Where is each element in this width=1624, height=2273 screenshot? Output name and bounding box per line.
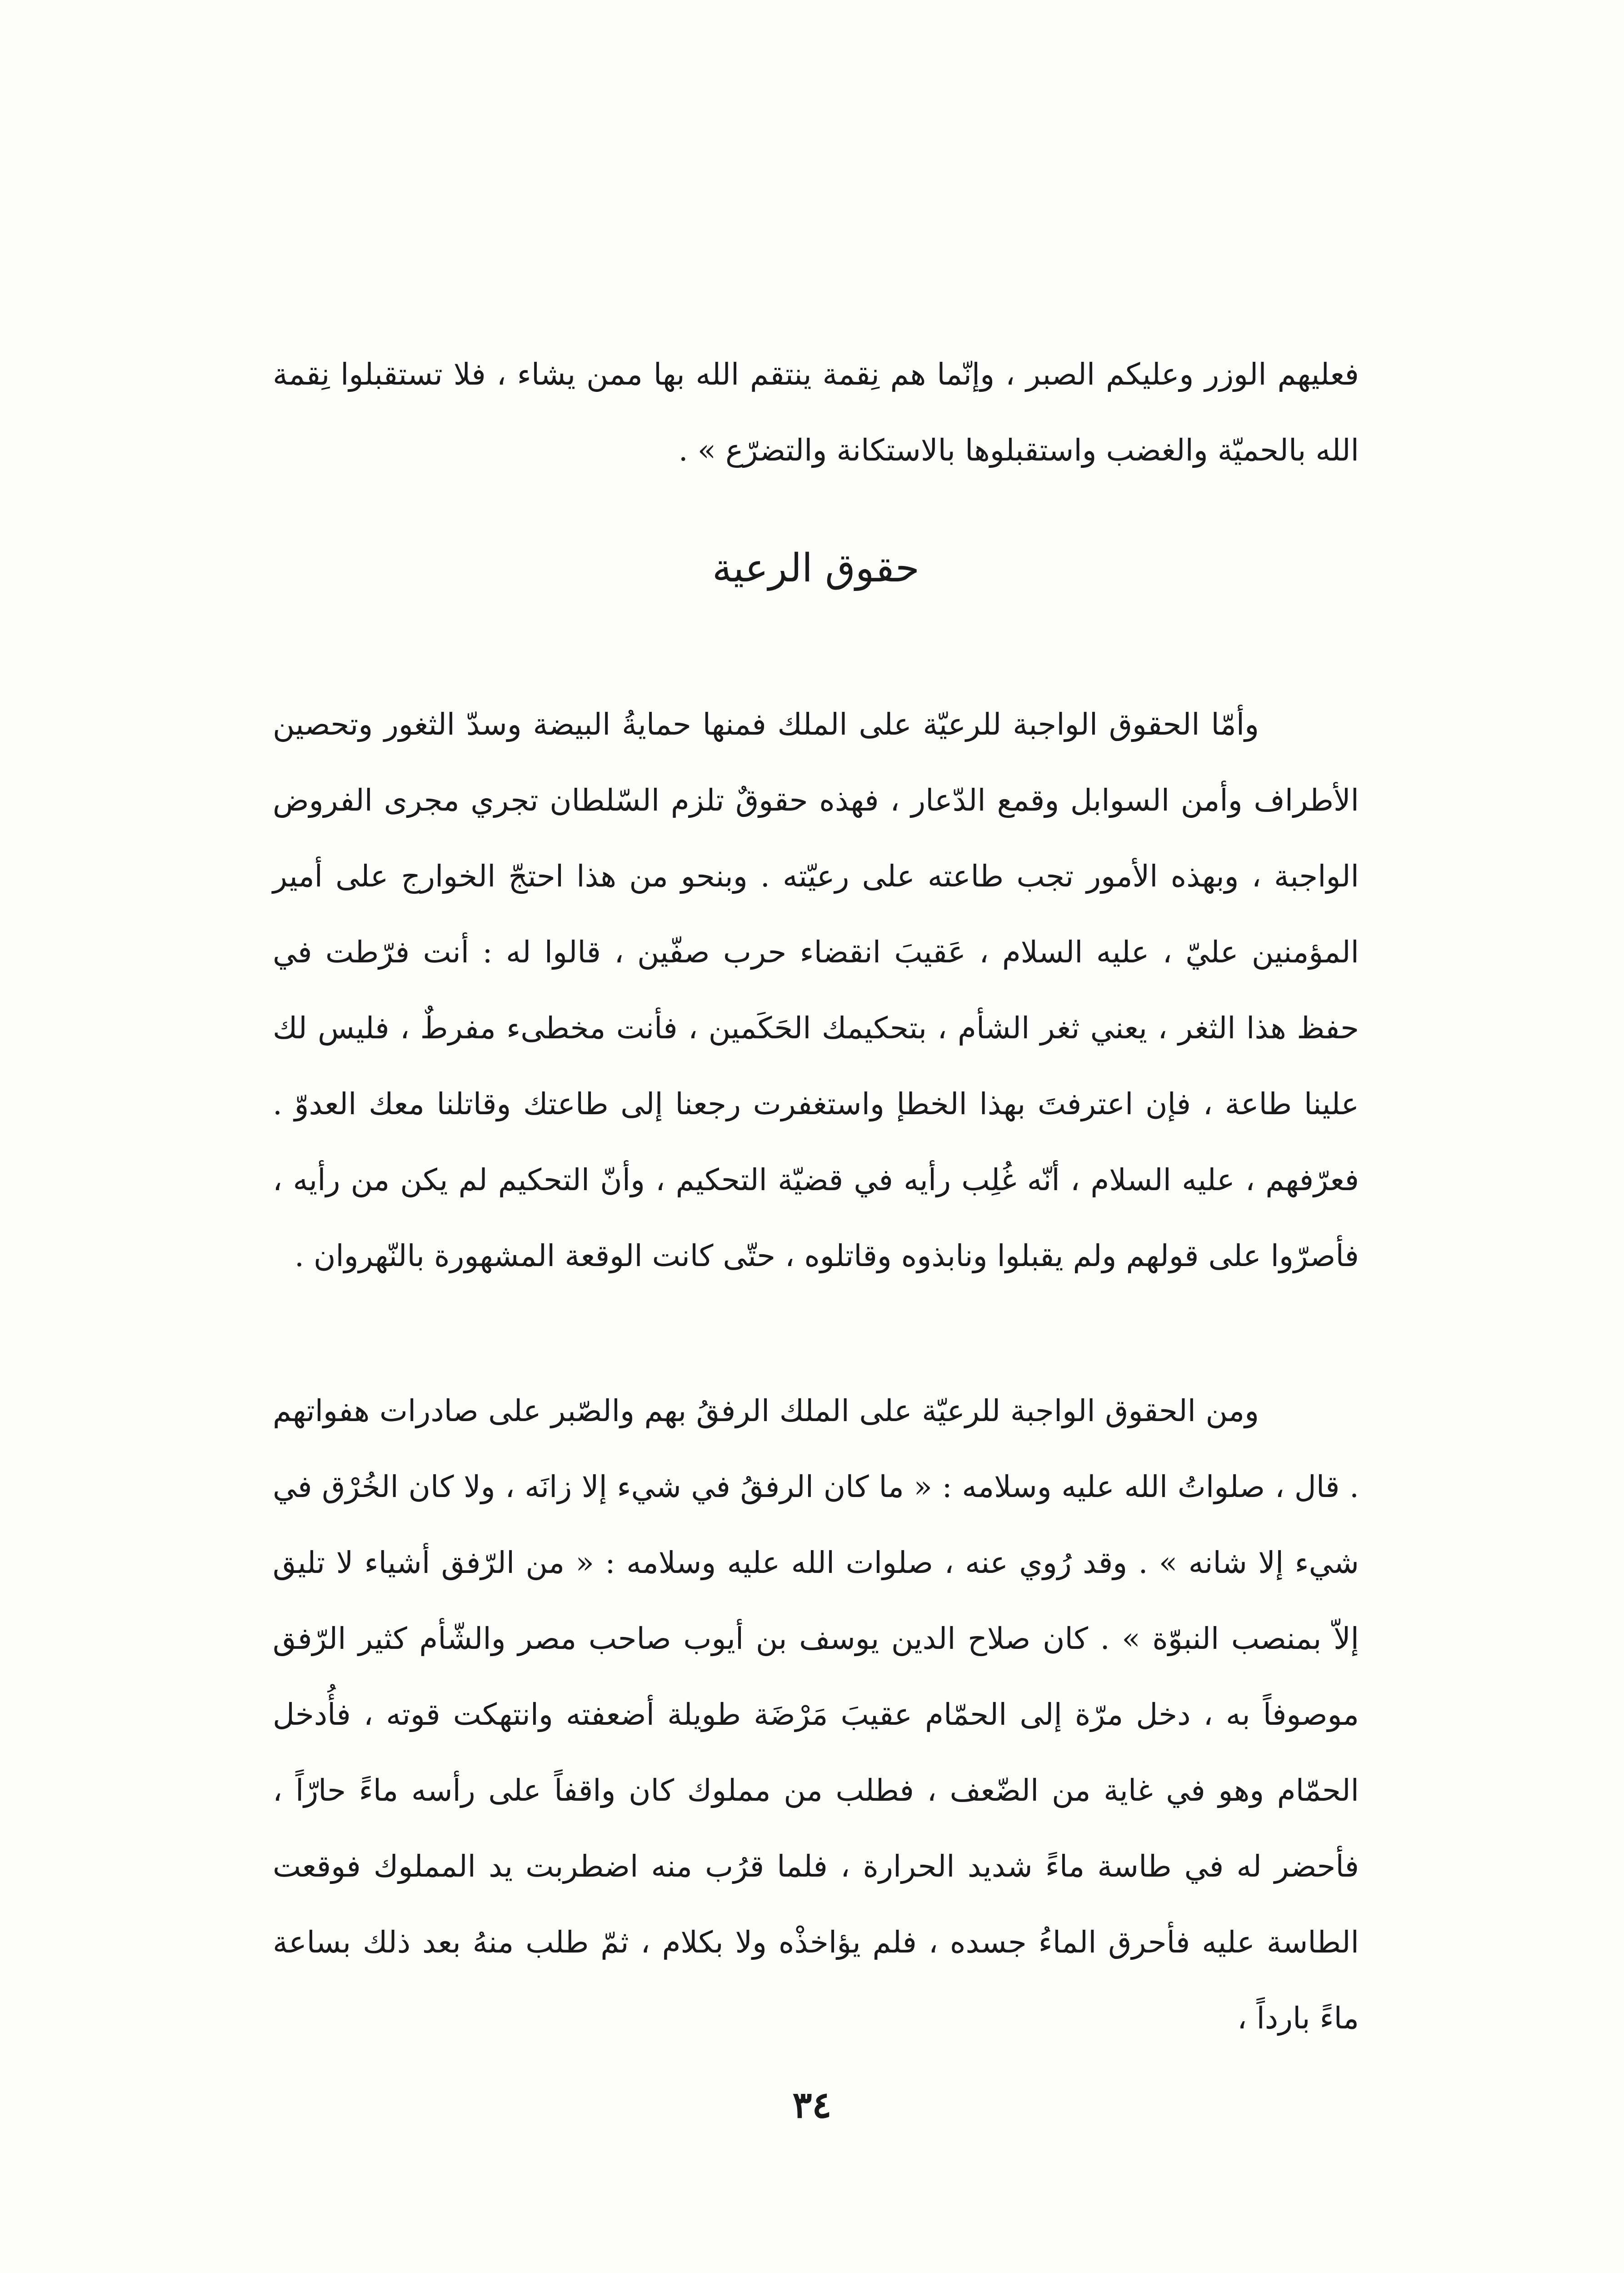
body-paragraph-1: وأمّا الحقوق الواجبة للرعيّة على الملك فمنها حمايةُ البيضة وسدّ الثغور وتحصين الأطراف وأمن السوابل وقمع الدّعار ، فهذه حقوقٌ تلزم السّلطان تجري مجرى الفروض الواجبة ، وبهذه الأمور تجب طاعته على رعيّته . وبنحو من هذا احتجّ الخوارج على أمير المؤمنين عليّ ، عليه السلام ، عَقيبَ انقضاء حرب صفّين ، قالوا له : أنت فرّطت في حفظ هذا الثغر ، يعني ثغر الشأم ، بتحكيمك الحَكَمين ، فأنت مخطىء مفرطٌ ، فليس لك علينا طاعة ، فإن اعترفتَ بهذا الخطإ واستغفرت رجعنا إلى طاعتك وقاتلنا معك العدوّ . فعرّفهم ، عليه السلام ، أنّه غُلِب رأيه في قضيّة التحكيم ، وأنّ التحكيم لم يكن من رأيه ، فأصرّوا على قولهم ولم يقبلوا ونابذوه وقاتلوه ، حتّى كانت الوقعة المشهورة بالنّهروان .	[273, 707, 1359, 1273]
section-title: حقوق الرعية	[712, 546, 920, 591]
body-paragraph-2: ومن الحقوق الواجبة للرعيّة على الملك الرفقُ بهم والصّبر على صادرات هفواتهم . قال ، صلواتُ الله عليه وسلامه : « ما كان الرفقُ في شيء إلا زانَه ، ولا كان الخُرْق في شيء إلا شانه » . وقد رُوي عنه ، صلوات الله عليه وسلامه : « من الرّفق أشياء لا تليق إلاّ بمنصب النبوّة » . كان صلاح الدين يوسف بن أيوب صاحب مصر والشّأم كثير الرّفق موصوفاً به ، دخل مرّة إلى الحمّام عقيبَ مَرْضَة طويلة أضعفته وانتهكت قوته ، فأُدخل الحمّام وهو في غاية من الضّعف ، فطلب من مملوك كان واقفاً على رأسه ماءً حارّاً ، فأحضر له في طاسة ماءً شديد الحرارة ، فلما قرُب منه اضطربت يد المملوك فوقعت الطاسة عليه فأحرق الماءُ جسده ، فلم يؤاخذْه ولا بكلام ، ثمّ طلب منهُ بعد ذلك بساعة ماءً بارداً ،	[273, 1393, 1359, 2036]
page-number: ٣٤	[792, 2083, 832, 2126]
intro-paragraph: فعليهم الوزر وعليكم الصبر ، وإنّما هم نِقمة ينتقم الله بها ممن يشاء ، فلا تستقبلوا نِقمة الله بالحميّة والغضب واستقبلوها بالاستكانة والتضرّع » .	[273, 357, 1359, 468]
